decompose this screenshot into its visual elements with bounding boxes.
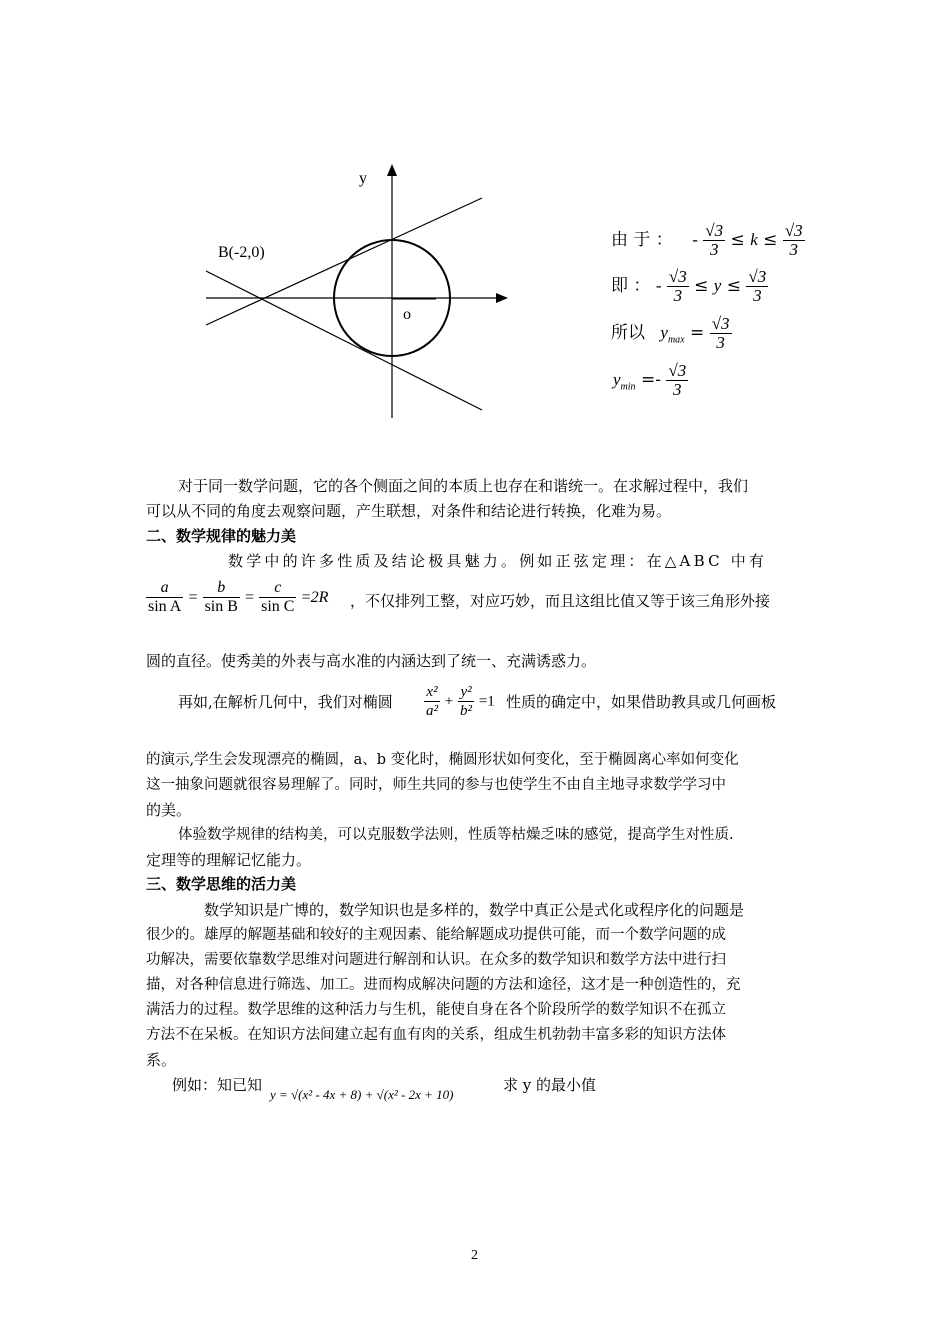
eq1-frac-left-den: 3 xyxy=(709,240,719,259)
para4-line1: 体验数学规律的结构美，可以克服数学法则，性质等枯燥乏味的感觉，提高学生对性质. xyxy=(178,827,734,843)
sine-frac-b-den: sin B xyxy=(204,598,238,615)
tangent-line-lower xyxy=(206,271,482,410)
ymax-sub: max xyxy=(667,334,685,346)
equation-line-3 xyxy=(611,315,732,352)
para5-line3: 功解决，需要依靠数学思维对问题进行解剖和认识。在众多的数学知识和数学方法中进行扫 xyxy=(146,952,726,968)
x-axis-arrow xyxy=(496,293,508,303)
example-after: 求 y 的最小值 xyxy=(503,1076,597,1094)
ymax-y: y xyxy=(660,323,668,342)
para4-line2: 定理等的理解记忆能力。 xyxy=(146,851,312,869)
para1-line1: 对于同一数学问题，它的各个侧面之间的本质上也存在和谐统一。在求解过程中，我们 xyxy=(178,477,749,495)
para5-line4: 描，对各种信息进行筛选、加工。进而构成解决问题的方法和途径，这才是一种创造性的，充 xyxy=(146,977,741,993)
equation-line-4 xyxy=(613,362,688,399)
eq4-frac-den: 3 xyxy=(673,380,682,399)
example-formula-text: y = √(x² - 4x + 8) + √(x² - 2x + 10) xyxy=(270,1087,454,1102)
eq1-rel1: ≤ xyxy=(730,230,745,250)
eq3-frac xyxy=(710,315,732,352)
eq2-var: y xyxy=(713,276,722,295)
para2-line3: 圆的直径。使秀美的外表与高水准的内涵达到了统一、充满诱惑力。 xyxy=(146,652,597,670)
eq1-frac-right xyxy=(783,222,805,259)
eq3-prefix: 所以 xyxy=(611,323,645,343)
para5-line1: 数学知识是广博的，数学知识也是多样的，数学中真正公是式化或程序化的问题是 xyxy=(204,901,745,919)
ellipse-frac-x xyxy=(424,683,440,720)
para5-line5: 满活力的过程。数学思维的这种活力与生机，能使自身在各个阶段所学的数学知识不在孤立 xyxy=(146,1002,726,1018)
sine-frac-a xyxy=(146,579,183,616)
eq1-rel2: ≤ xyxy=(763,230,778,250)
para3-after-formula: 性质的确定中，如果借助教具或几何画板 xyxy=(506,693,777,711)
eq2-rel1: ≤ xyxy=(694,276,709,296)
eq3-frac-num: √3 xyxy=(711,314,730,333)
sine-frac-c xyxy=(259,579,296,616)
para3-line4: 的美。 xyxy=(146,801,192,819)
para5-line6: 方法不在呆板。在知识方法间建立起有血有肉的关系，组成生机勃勃丰富多彩的知识方法体 xyxy=(146,1027,726,1043)
eq2-frac-right-num: √3 xyxy=(748,267,767,286)
origin-label: o xyxy=(403,306,411,323)
example-lead: 例如：知已知 xyxy=(172,1076,263,1094)
example-formula xyxy=(270,1086,453,1103)
para1-line2: 可以从不同的角度去观察问题，产生联想，对条件和结论进行转换，化难为易。 xyxy=(146,502,672,520)
page-number: 2 xyxy=(471,1248,478,1263)
para2-after-formula: ，不仅排列工整，对应巧妙，而且这组比值又等于该三角形外接 xyxy=(350,592,771,610)
para3-lead: 再如,在解析几何中，我们对椭圆 xyxy=(178,693,393,711)
ellipse-frac-y xyxy=(458,683,474,720)
sine-frac-c-den: sin C xyxy=(261,598,295,615)
para5-line7: 系。 xyxy=(146,1051,177,1069)
ellipse-eq1: =1 xyxy=(478,693,495,710)
para5-line2: 很少的。雄厚的解题基础和较好的主观因素、能给解题成功提供可能，而一个数学问题的成 xyxy=(146,927,726,943)
eq2-frac-right-den: 3 xyxy=(753,286,762,305)
eq2-minus: - xyxy=(655,276,662,295)
heading-section-3: 三、数学思维的活力美 xyxy=(146,875,297,893)
para2-line1: 数学中的许多性质及结论极具魅力。例如正弦定理：在△ABC 中有 xyxy=(228,552,768,570)
eq1-frac-right-den: 3 xyxy=(789,240,798,259)
sine-frac-a-den: sin A xyxy=(148,598,182,615)
eq2-frac-left-den: 3 xyxy=(673,286,683,305)
sine-frac-a-num: a xyxy=(146,579,183,598)
ellipse-frac-y-num: y² xyxy=(458,683,474,702)
eq2-prefix: 即 ： xyxy=(611,276,651,296)
equation-line-2 xyxy=(611,268,768,305)
eq4-frac-num: √3 xyxy=(668,361,687,380)
eq1-frac-left-num: √3 xyxy=(705,221,724,240)
eq1-prefix: 由 于 ： xyxy=(611,230,673,250)
eq1-frac-left xyxy=(703,222,725,259)
ellipse-formula xyxy=(424,683,495,720)
para3-line3: 这一抽象问题就很容易理解了。同时，师生共同的参与也使学生不由自主地寻求数学学习中 xyxy=(146,777,726,793)
y-axis-arrow xyxy=(387,164,397,176)
eq4-eq: =- xyxy=(640,370,661,390)
eq1-var: k xyxy=(750,230,758,249)
sine-law-formula: $\frac{a}{\text{sin A}}$ = $\frac{b}{\text{sin B}}$ = $\frac{c}{\text{sin C}}$ =2R xyxy=(148,579,329,615)
eq3-eq: = xyxy=(690,323,705,343)
sine-frac-b xyxy=(203,579,240,616)
eq4-frac xyxy=(666,362,688,399)
sine-frac-b-num: b xyxy=(203,579,240,598)
y-axis-label: y xyxy=(359,170,367,187)
ymin-sub: min xyxy=(620,381,636,393)
equation-line-1 xyxy=(611,222,805,259)
ellipse-plus: + xyxy=(444,693,454,710)
ymin-y: y xyxy=(613,370,621,389)
eq2-frac-left-num: √3 xyxy=(668,267,687,286)
eq1-frac-right-num: √3 xyxy=(784,221,803,240)
tangent-figure xyxy=(190,160,520,425)
heading-section-2: 二、数学规律的魅力美 xyxy=(146,527,297,545)
ellipse-frac-x-num: x² xyxy=(424,683,440,702)
para3-line2: 的演示,学生会发现漂亮的椭圆，a、b 变化时，椭圆形状如何变化，至于椭圆离心率如何变化 xyxy=(146,752,739,768)
eq2-frac-right xyxy=(746,268,768,305)
eq1-minus: - xyxy=(692,230,698,249)
ellipse-frac-y-den: b² xyxy=(460,703,473,719)
point-b-label: B(-2,0) xyxy=(218,244,265,261)
eq2-rel2: ≤ xyxy=(726,276,741,296)
eq3-frac-den: 3 xyxy=(716,333,725,352)
ellipse-frac-x-den: a² xyxy=(426,703,438,719)
sine-frac-c-num: c xyxy=(259,579,296,598)
sine-2r: 2R xyxy=(310,589,329,606)
eq2-frac-left xyxy=(667,268,689,305)
